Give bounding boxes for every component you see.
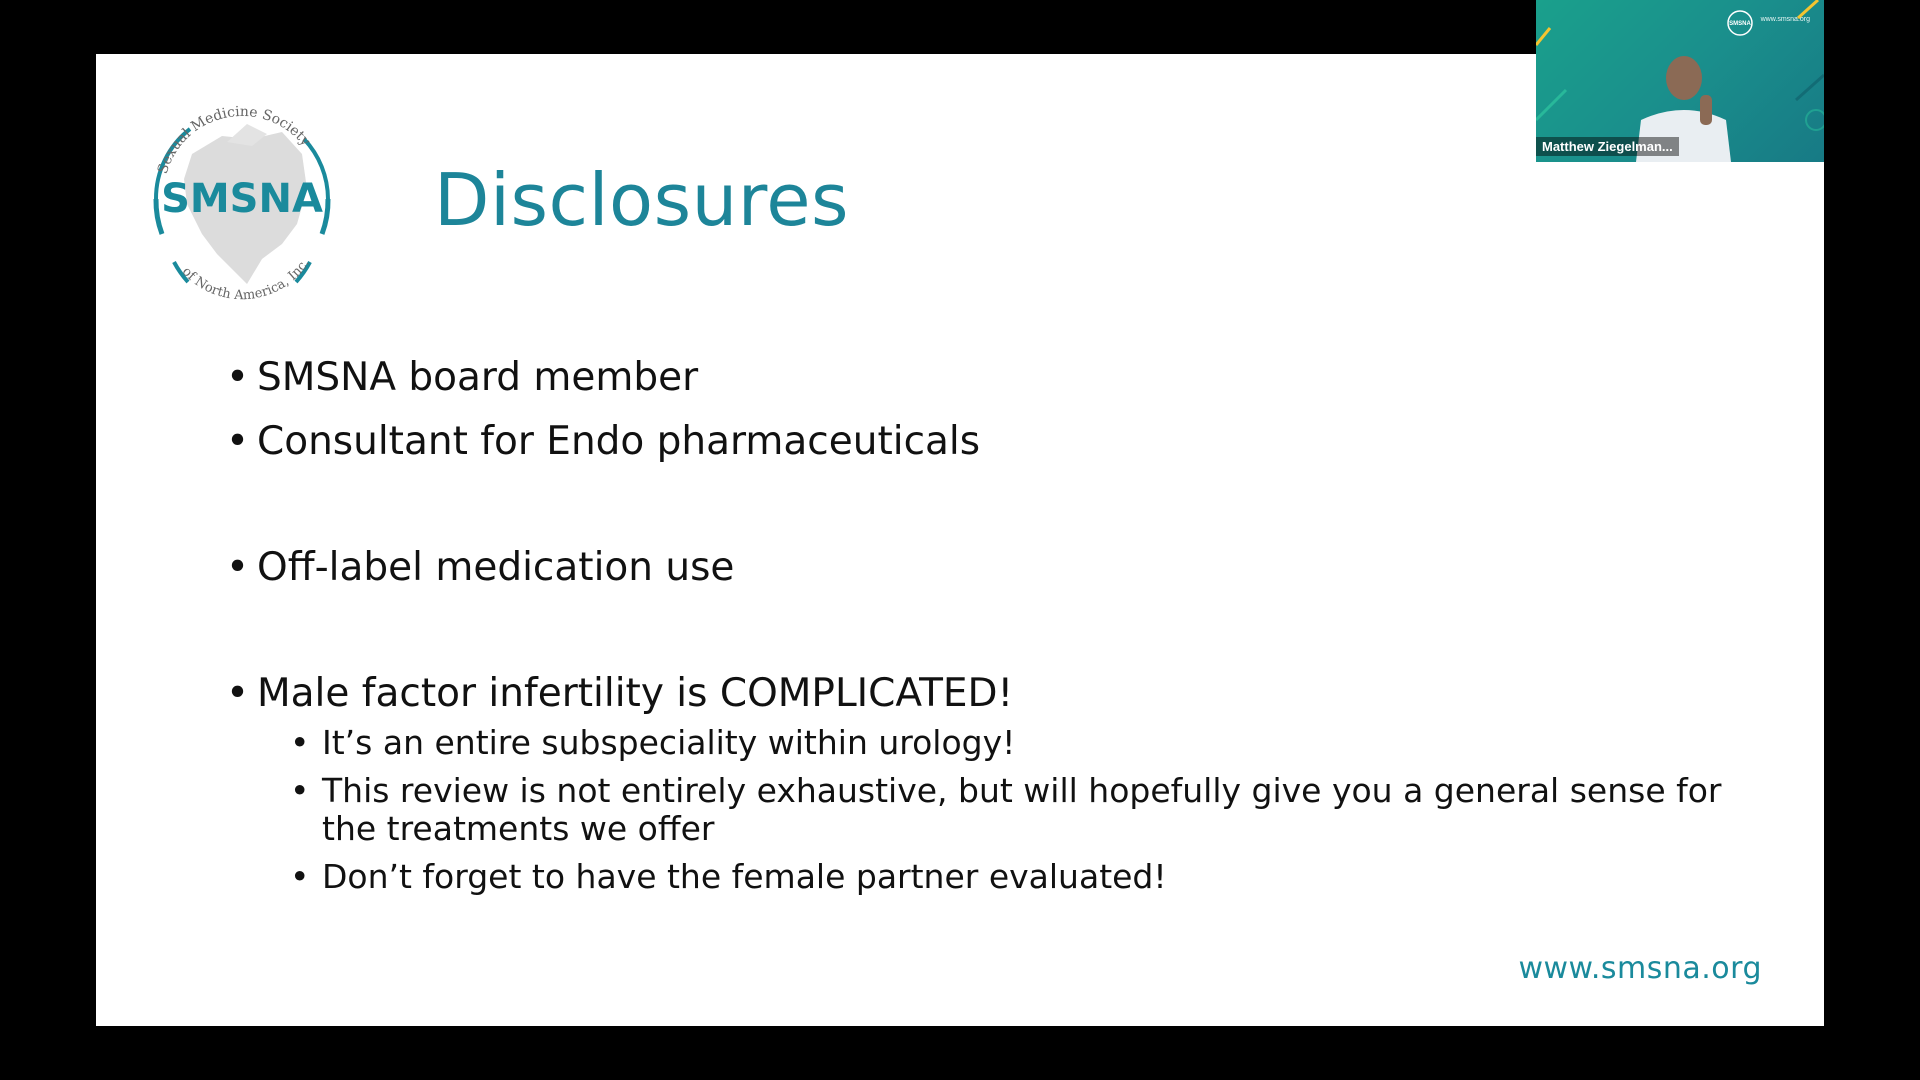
bullet-item: • SMSNA board member (226, 354, 1746, 402)
participant-name-label: Matthew Ziegelman... (1536, 137, 1679, 156)
sub-bullet-item: • Don’t forget to have the female partner evaluated! (226, 858, 1746, 896)
sub-bullet-item: • This review is not entirely exhaustive, but will hopefully give you a general sense for the treatments we offer (226, 772, 1746, 848)
bullet-list (226, 354, 1746, 896)
slide-title: Disclosures (434, 158, 850, 242)
logo-bottom-text: of North America, Inc. (178, 256, 313, 304)
smsna-logo (132, 84, 352, 314)
bullet-item: • Consultant for Endo pharmaceuticals (226, 418, 1746, 466)
svg-text:SMSNA: SMSNA (1729, 21, 1751, 27)
bullet-item: • Male factor infertility is COMPLICATED! (226, 670, 1746, 718)
footer-url: www.smsna.org (1518, 951, 1762, 986)
person-head (1666, 56, 1702, 100)
logo-top-text: Sexual Medicine Society (154, 103, 314, 176)
bullet-item: • Off-label medication use (226, 544, 1746, 592)
tile-url: www.smsna.org (1760, 16, 1810, 23)
sub-bullet-item: • It’s an entire subspeciality within urology! (226, 724, 1746, 762)
tile-smsna-logo (1726, 9, 1754, 37)
presentation-slide (96, 54, 1824, 1026)
person-hand (1700, 95, 1712, 125)
logo-center-text: SMSNA (161, 176, 323, 222)
participant-video-tile[interactable] (1536, 0, 1824, 162)
